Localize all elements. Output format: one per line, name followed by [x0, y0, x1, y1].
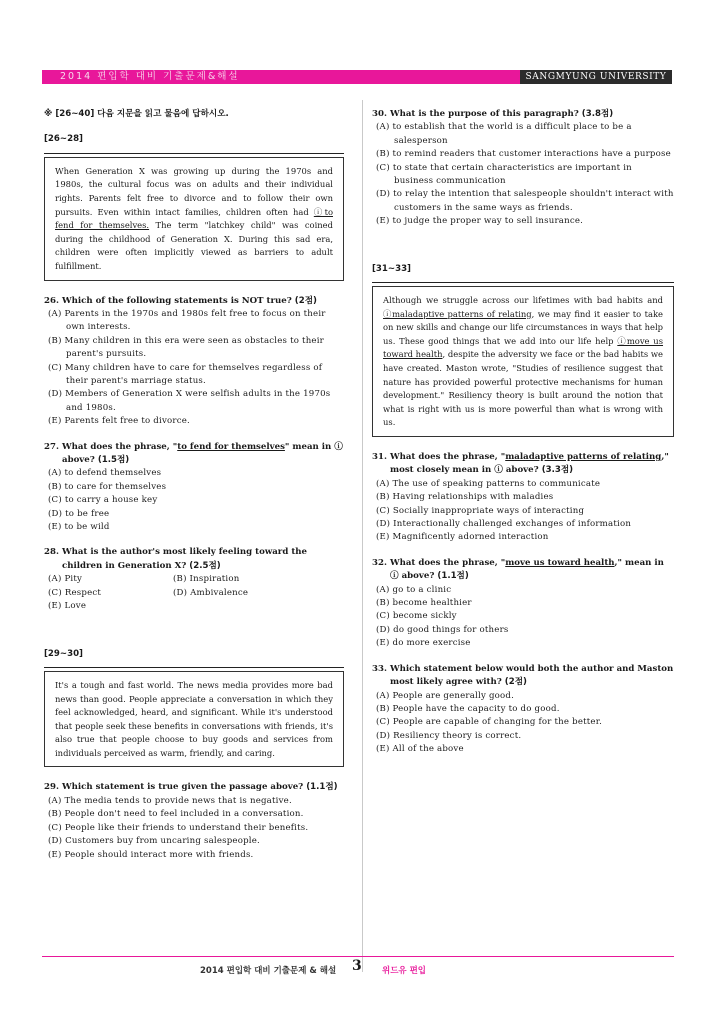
- option: (A) go to a clinic: [376, 584, 452, 595]
- option: (C) Many children have to care for themselves regardless of their parent's marriage status.: [48, 362, 323, 386]
- option: (A) The use of speaking patterns to communicate: [376, 478, 601, 489]
- question-26: [44, 295, 344, 429]
- option: (E) People should interact more with friends.: [48, 849, 254, 860]
- range-rule: [44, 667, 344, 668]
- spacer: [372, 241, 674, 263]
- passage-text: , despite the adversity we face or the bad habits we have created. Maston wrote, "Studies of resilience suggest that nature has provided powerful protective mechanisms for human development." Resiliency theory is built around the notion that what is right with us is more powerful than what is wrong with us.: [383, 349, 663, 428]
- passage-underline: ⓘmaladaptive patterns of relating: [383, 308, 532, 319]
- passage-29-30: [44, 671, 344, 768]
- option: (A) Parents in the 1970s and 1980s felt free to focus on their own interests.: [48, 308, 326, 333]
- passage-text: , we may find it easier to take on new skills and change our life circumstances in ways that help us. These good things that we add into our life help: [383, 308, 663, 346]
- question-stem: [44, 295, 344, 308]
- option: (E) Magnificently adorned interaction: [376, 532, 549, 543]
- option: (D) Customers buy from uncaring salespeople.: [48, 836, 260, 847]
- passage-underline: ⓘto fend for themselves.: [55, 206, 333, 231]
- option: (D) Resiliency theory is correct.: [376, 730, 522, 741]
- option: (A) People are generally good.: [376, 690, 515, 701]
- question-stem: [44, 441, 344, 468]
- passage-text: Although we struggle across our lifetimes with bad habits and: [383, 295, 663, 306]
- option: (B) become healthier: [376, 598, 472, 609]
- passage-26-28: [44, 157, 344, 281]
- instruction: ※ [26~40] 다음 지문을 읽고 물음에 답하시오.: [44, 109, 229, 119]
- question-stem: [372, 451, 674, 478]
- question-31: [372, 451, 674, 545]
- option: (A) to establish that the world is a difficult place to be a salesperson: [376, 122, 632, 146]
- passage-text: When Generation X was growing up during the 1970s and 1980s, the cultural focus was on adults and their individual rights. Parents felt free to divorce and to follow their own pursuits. Even within intact families, children often had: [55, 165, 333, 217]
- question-27: [44, 441, 344, 535]
- stem-text: ," most closely mean in ⓘ above?: [390, 452, 669, 476]
- option: (B) Many children in this era were seen as obstacles to their parent's pursuits.: [48, 335, 324, 360]
- question-29: [44, 781, 344, 861]
- option: (B) Inspiration: [173, 574, 240, 585]
- stem-text: 26. Which of the following statements is NOT true?: [44, 295, 292, 306]
- set-range-31-33: [31~33]: [372, 263, 411, 274]
- passage-underline: ⓘmove us toward health: [383, 335, 664, 360]
- set-range-29-30: [29~30]: [44, 648, 83, 659]
- option: (D) do good things for others: [376, 624, 509, 635]
- stem-text: 30. What is the purpose of this paragraph?: [372, 109, 579, 119]
- footer-brand: 위드유 편입: [382, 966, 427, 976]
- range-rule: [372, 282, 674, 283]
- question-stem: [372, 663, 674, 690]
- option: (B) People have the capacity to do good.: [376, 703, 560, 714]
- points: (3.3점): [541, 465, 574, 476]
- question-28: [44, 546, 344, 613]
- set-range-26-28: [26~28]: [44, 134, 83, 145]
- stem-text: ," mean in ⓘ above?: [390, 557, 664, 582]
- option: (D) to be free: [48, 508, 110, 519]
- option: (B) to care for themselves: [48, 481, 167, 492]
- passage-31-33: [372, 286, 674, 437]
- passage-text: The term "latchkey child" was coined during the childhood of Generation X. During this sad era, children were often implicitly viewed as barriers to adult fulfillment.: [55, 220, 333, 271]
- option: (C) Respect: [48, 587, 102, 598]
- option: (C) People are capable of changing for the better.: [376, 717, 602, 728]
- header-title: 2014 편입학 대비 기출문제&해설: [60, 71, 240, 82]
- option: (D) Interactionally challenged exchanges of information: [376, 519, 632, 530]
- option: (B) to remind readers that customer interactions have a purpose: [376, 149, 671, 160]
- option: (D) Members of Generation X were selfish adults in the 1970s and 1980s.: [48, 389, 331, 413]
- option: (A) to defend themselves: [48, 468, 162, 479]
- stem-text: 27. What does the phrase, ": [44, 441, 178, 452]
- column-divider: [362, 100, 363, 972]
- stem-text: " mean in ⓘ above?: [62, 441, 343, 466]
- points: (2점): [294, 295, 317, 306]
- question-stem: [44, 781, 344, 794]
- option: (C) become sickly: [376, 611, 457, 622]
- stem-underline: maladaptive patterns of relating: [505, 452, 662, 462]
- option: (D) to relay the intention that salespeople shouldn't interact with customers in the same ways as friends.: [376, 189, 674, 213]
- range-rule: [44, 153, 344, 154]
- stem-underline: move us toward health: [505, 557, 615, 568]
- option: (B) Having relationships with maladies: [376, 492, 554, 503]
- option: (D) Ambivalence: [173, 587, 249, 598]
- option: (E) All of the above: [376, 744, 464, 755]
- option: (E) Parents felt free to divorce.: [48, 416, 190, 427]
- option: (B) People don't need to feel included in a conversation.: [48, 809, 304, 820]
- question-30: [372, 108, 674, 229]
- points: (1.1점): [306, 782, 338, 793]
- points: (1.5점): [97, 455, 130, 466]
- option: (E) to be wild: [48, 522, 110, 533]
- points: (3.8점): [581, 109, 614, 119]
- question-stem: [372, 108, 674, 121]
- stem-text: 29. Which statement is true given the passage above?: [44, 782, 304, 793]
- question-32: [372, 557, 674, 651]
- spacer: [44, 626, 344, 648]
- left-column: [44, 108, 344, 874]
- option-grid: [48, 573, 344, 613]
- question-stem: [372, 557, 674, 584]
- footer-title: 2014 편입학 대비 기출문제 & 해설: [200, 966, 337, 976]
- stem-text: 28. What is the author's most likely feeling toward the children in Generation X?: [44, 547, 308, 571]
- stem-text: 31. What does the phrase, ": [372, 452, 506, 462]
- option: (C) Socially inappropriate ways of interacting: [376, 505, 585, 516]
- points: (2.5점): [189, 560, 221, 571]
- points: (2점): [504, 677, 527, 688]
- option: (A) Pity: [48, 574, 83, 585]
- option: (C) People like their friends to understand their benefits.: [48, 822, 309, 833]
- option: (E) do more exercise: [376, 638, 471, 649]
- option: (A) The media tends to provide news that is negative.: [48, 795, 292, 806]
- option: (C) to state that certain characteristics are important in business communication: [376, 162, 632, 187]
- stem-text: 32. What does the phrase, ": [372, 557, 506, 568]
- question-stem: [44, 546, 344, 573]
- option: (E) Love: [48, 601, 87, 612]
- question-33: [372, 663, 674, 757]
- points: (1.1점): [437, 571, 469, 582]
- stem-text: 33. Which statement below would both the author and Maston most likely agree with?: [372, 663, 674, 688]
- header-university: SANGMYUNG UNIVERSITY: [520, 70, 672, 84]
- stem-underline: to fend for themselves: [177, 441, 285, 452]
- page-number: 3: [352, 958, 362, 974]
- passage-text: It's a tough and fast world. The news media provides more bad news than good. People appreciate a conversation in which they feel acknowledged, heard, and significant. While it's understood that people seek these benefits in conversations with friends, it's also true that people choose to buy goods and services from individuals perceived as warm, friendly, and caring.: [55, 679, 333, 758]
- option: (E) to judge the proper way to sell insurance.: [376, 216, 584, 227]
- option: (C) to carry a house key: [48, 495, 158, 506]
- right-column: [372, 108, 674, 769]
